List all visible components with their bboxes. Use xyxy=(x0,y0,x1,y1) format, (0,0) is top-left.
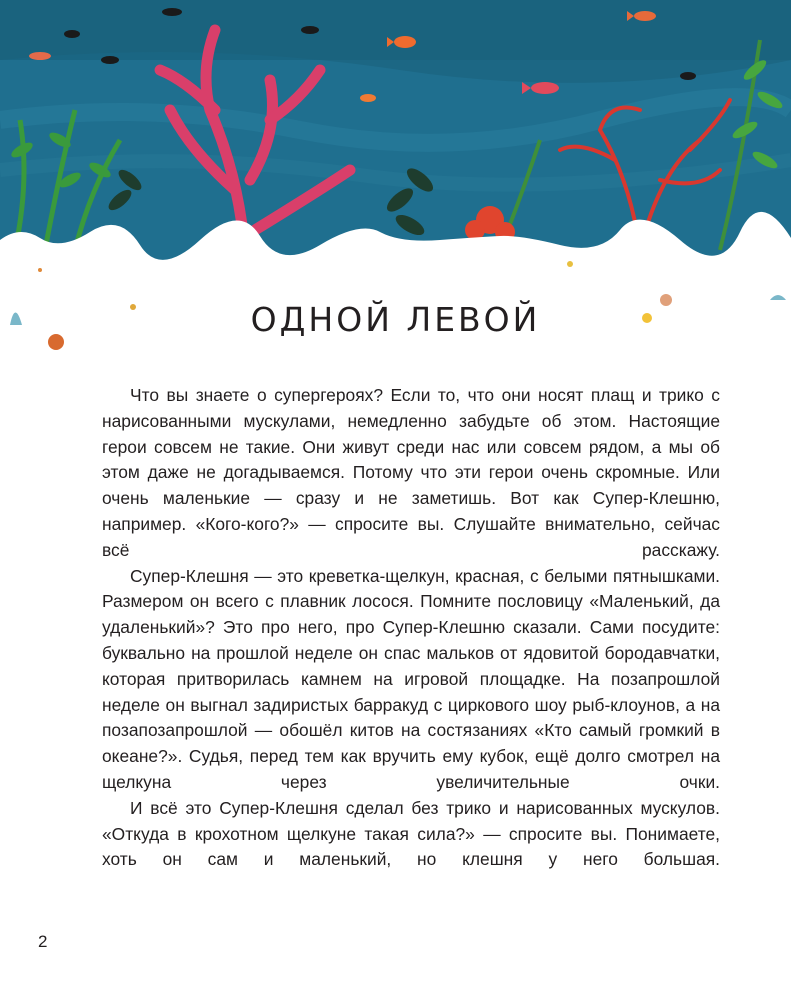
paragraph: Супер-Клешня — это креветка-щелкун, красная, с белыми пятнышками. Размером он всего с плавник лосося. Помните пословицу «Маленький, да удаленький»? Это про него, про Супер-Клешню сказали. Сами посудите: буквально на прошлой неделе он спас мальков от ядовитой бородавчатки, которая притворилась камнем на игровой площадке. На позапрошлой неделе он выгнал задиристых барракуд с циркового шоу рыб-клоунов, а на позапозапрошлой — обошёл китов на состязаниях «Кто самый громкий в океане?». Судья, перед тем как вручить ему кубок, ещё долго смотрел на щелкуна через увеличительные очки. xyxy=(102,565,720,792)
paragraph: И всё это Супер-Клешня сделал без трико и нарисованных мускулов. «Откуда в крохотном щелкуне такая сила?» — спросите вы. Понимаете, хоть он сам и маленький, но клешня у него большая. xyxy=(102,797,720,870)
paragraph: Что вы знаете о супергероях? Если то, что они носят плащ и трико с нарисованными мускулами, немедленно забудьте об этом. Настоящие герои совсем не такие. Они живут среди нас или совсем рядом, а мы об этом даже не догадываемся. Потому что эти герои очень скромные. Или очень маленькие — сразу и не заметишь. Вот как Супер-Клешню, например. «Кого-кого?» — спросите вы. Слушайте внимательно, сейчас всё расскажу. xyxy=(102,385,720,560)
body-text xyxy=(102,383,720,873)
chapter-title: ОДНОЙ ЛЕВОЙ xyxy=(250,300,541,339)
page-number: 2 xyxy=(38,932,48,951)
